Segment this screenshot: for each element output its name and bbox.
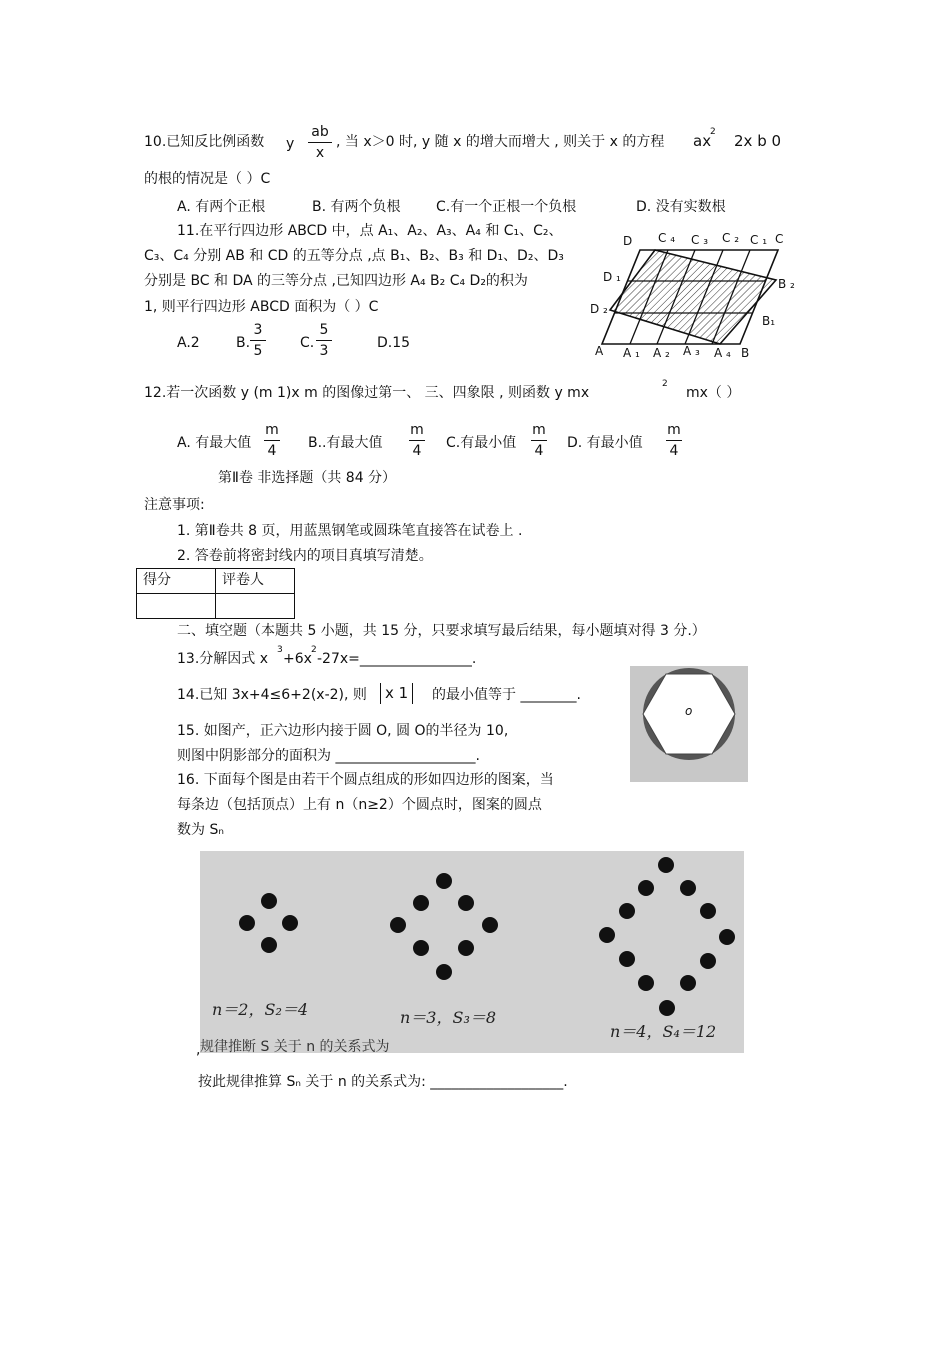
fraction-denominator: 4 [534, 443, 544, 459]
fraction-denominator: 4 [267, 443, 277, 459]
q10-fraction [308, 124, 332, 161]
fraction-bar [250, 340, 266, 341]
q10-option-a: A. 有两个正根 [177, 199, 266, 215]
q10-eq-sup: 2 [710, 127, 716, 137]
dot [638, 975, 654, 991]
fraction-denominator: 3 [319, 343, 329, 359]
dot [458, 940, 474, 956]
q14-absolute-value: x 1 [380, 683, 413, 704]
label-c3: C ₃ [691, 233, 709, 247]
q13-sup2: 2 [311, 645, 317, 655]
label-a2: A ₂ [653, 346, 670, 360]
dot [719, 929, 735, 945]
fraction-bar [666, 440, 682, 441]
dot [239, 915, 255, 931]
q11-line1: 11.在平行四边形 ABCD 中，点 A₁、A₂、A₃、A₄ 和 C₁、C₂、 [177, 223, 563, 239]
grader-header: 评卷人 [216, 569, 295, 594]
fraction-numerator: m [532, 422, 546, 438]
grader-cell[interactable] [216, 594, 295, 619]
dot [390, 917, 406, 933]
part2-title: 第Ⅱ卷 非选择题（共 84 分） [218, 470, 397, 486]
q14-post: 的最小值等于 ________. [432, 687, 581, 703]
dot [700, 903, 716, 919]
label-c4: C ₄ [658, 231, 676, 245]
q16-line1: 16. 下面每个图是由若干个圆点组成的形如四边形的图案，当 [177, 772, 554, 788]
label-a: A [595, 344, 604, 358]
label-a3: A ₃ [683, 344, 700, 358]
hexagon-circle-figure [630, 666, 748, 782]
q15-line1: 15. 如图产，正六边形内接于圆 O, 圆 O的半径为 10, [177, 723, 509, 739]
q12-line1-end: mx（ ） [686, 385, 741, 401]
q11-line2: C₃、C₄ 分别 AB 和 CD 的五等分点 ,点 B₁、B₂、B₃ 和 D₁、D₂、D₃ [144, 248, 564, 264]
q10-line2: 的根的情况是（ ）C [144, 171, 271, 187]
q11-line3: 分别是 BC 和 DA 的三等分点 ,已知四边形 A₄ B₂ C₄ D₂的积为 [144, 273, 528, 289]
score-table [136, 568, 295, 619]
label-c2: C ₂ [722, 231, 740, 245]
section2-heading: 二、填空题（本题共 5 小题，共 15 分，只要求填写最后结果，每小题填对得 3 分.） [177, 623, 706, 639]
notice-item-1: 1. 第Ⅱ卷共 8 页，用蓝黑钢笔或圆珠笔直接答在试卷上 . [177, 523, 523, 539]
dot [619, 951, 635, 967]
label-c1: C ₁ [750, 233, 768, 247]
dot [638, 880, 654, 896]
dot [436, 964, 452, 980]
q12-option-d: D. 有最小值 [567, 435, 643, 451]
q11-option-c-fraction [316, 322, 332, 359]
fraction-bar [264, 440, 280, 441]
q14-pre: 14.已知 3x+4≤6+2(x-2), 则 [177, 687, 367, 703]
cut-off-text: 规律推断 S 关于 n 的关系式为 [200, 1039, 390, 1055]
q12-option-a: A. 有最大值 [177, 435, 252, 451]
q13-mid: +6x [283, 651, 312, 667]
q13-pre: 13.分解因式 x [177, 651, 268, 667]
caption-n4: n＝4，S₄＝12 [610, 1022, 717, 1041]
score-cell[interactable] [137, 594, 216, 619]
fraction-denominator: 4 [412, 443, 422, 459]
q10-eq-rest: 2x b 0 [734, 132, 782, 150]
q11-line4: 1, 则平行四边形 ABCD 面积为（ ）C [144, 299, 379, 315]
dot [658, 857, 674, 873]
q10-option-d: D. 没有实数根 [636, 199, 726, 215]
dot [458, 895, 474, 911]
dot [680, 880, 696, 896]
notice-item-2: 2. 答卷前将密封线内的项目真填写清楚。 [177, 548, 433, 564]
q16-line3: 数为 Sₙ [177, 822, 224, 838]
label-a4: A ₄ [714, 346, 731, 360]
q16-final-question: 按此规律推算 Sₙ 关于 n 的关系式为: ___________________. [198, 1074, 568, 1090]
dot [282, 915, 298, 931]
q12-fraction-d [666, 422, 682, 459]
q12-fraction-c [531, 422, 547, 459]
q10-option-b: B. 有两个负根 [312, 199, 401, 215]
q10-condition: , 当 x＞0 时, y 随 x 的增大而增大 , 则关于 x 的方程 [336, 134, 665, 150]
center-o-label: o [685, 704, 693, 718]
dot [482, 917, 498, 933]
dot [413, 895, 429, 911]
fraction-numerator: m [667, 422, 681, 438]
q12-option-c: C.有最小值 [446, 435, 517, 451]
fraction-numerator: m [265, 422, 279, 438]
fraction-bar [531, 440, 547, 441]
q12-fraction-b [409, 422, 425, 459]
dot [599, 927, 615, 943]
q11-option-b-label: B. [236, 335, 251, 351]
dot [436, 873, 452, 889]
dot-pattern-figure [200, 851, 744, 1053]
stray-comma: , [196, 1042, 201, 1058]
dot [619, 903, 635, 919]
fraction-denominator: 4 [669, 443, 679, 459]
dot [659, 1000, 675, 1016]
dot [413, 940, 429, 956]
label-d2: D ₂ [590, 302, 608, 316]
notice-heading: 注意事项: [144, 497, 205, 513]
q10-y: y [286, 136, 295, 152]
label-a1: A ₁ [623, 346, 640, 360]
q11-option-c-label: C. [300, 335, 315, 351]
label-c: C [775, 232, 784, 246]
q11-option-a: A.2 [177, 335, 200, 351]
dot [680, 975, 696, 991]
q12-option-b: B..有最大值 [308, 435, 383, 451]
caption-n3: n＝3，S₃＝8 [400, 1008, 497, 1027]
q11-option-d: D.15 [377, 335, 411, 351]
hexagon-in-circle [630, 666, 748, 782]
fraction-numerator: ab [311, 124, 329, 140]
label-b: B [741, 346, 750, 360]
q10-line1: 10.已知反比例函数 [144, 134, 265, 150]
q12-sup: 2 [662, 379, 668, 389]
q13-post: -27x=________________. [317, 651, 477, 667]
caption-n2: n＝2，S₂＝4 [212, 1000, 309, 1019]
fraction-numerator: 5 [319, 322, 329, 338]
q15-line2: 则图中阴影部分的面积为 ____________________. [177, 748, 480, 764]
fraction-numerator: 3 [253, 322, 263, 338]
fraction-bar [308, 142, 332, 143]
label-d: D [623, 234, 633, 248]
dot [261, 937, 277, 953]
q11-option-b-fraction [250, 322, 266, 359]
fraction-numerator: m [410, 422, 424, 438]
fraction-bar [409, 440, 425, 441]
fraction-denominator: x [315, 145, 325, 161]
label-b1: B₁ [762, 314, 776, 328]
dot [261, 893, 277, 909]
q10-eq-a: ax [693, 132, 712, 150]
q13-sup1: 3 [277, 645, 283, 655]
score-header: 得分 [137, 569, 216, 594]
fraction-bar [316, 340, 332, 341]
q16-line2: 每条边（包括顶点）上有 n（n≥2）个圆点时，图案的圆点 [177, 797, 542, 813]
dot [700, 953, 716, 969]
q12-fraction-a [264, 422, 280, 459]
fraction-denominator: 5 [253, 343, 263, 359]
q10-option-c: C.有一个正根一个负根 [436, 199, 577, 215]
label-b2: B ₂ [778, 277, 795, 291]
label-d1: D ₁ [603, 270, 621, 284]
q12-line1: 12.若一次函数 y (m 1)x m 的图像过第一、 三、四象限 , 则函数 y mx [144, 385, 590, 401]
